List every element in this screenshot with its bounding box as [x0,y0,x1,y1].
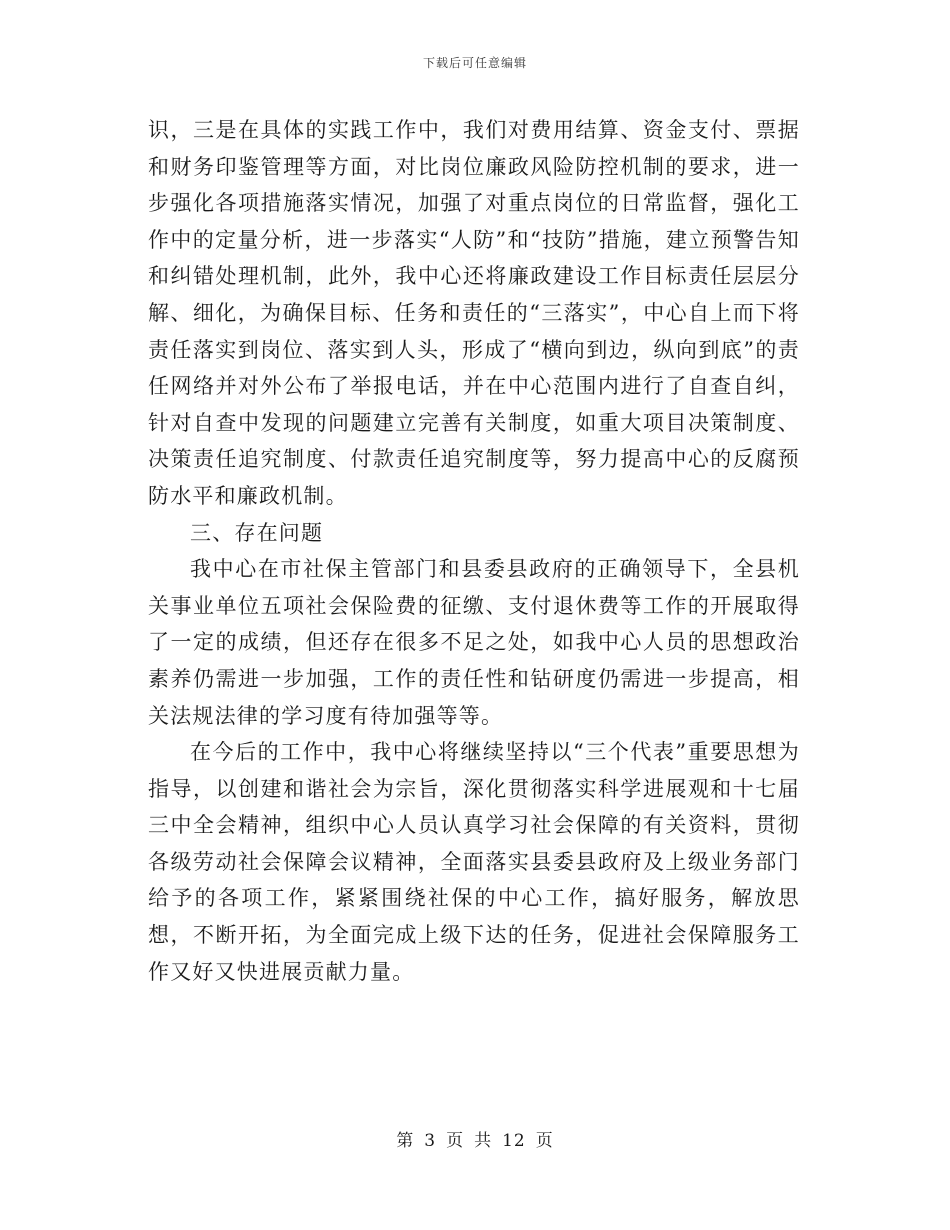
footer-suffix: 页 [535,1131,554,1151]
paragraph-continuation: 识，三是在具体的实践工作中，我们对费用结算、资金支付、票据和财务印鉴管理等方面，对比岗位廉政风险防控机制的要求，进一步强化各项措施落实情况，加强了对重点岗位的日常监督，强化工作中的定量分析，进一步落实“人防”和“技防”措施，建立预警告知和纠错处理机制，此外，我中心还将廉政建设工作目标责任层层分解、细化，为确保目标、任务和责任的“三落实”，中心自上而下将责任落实到岗位、落实到人头，形成了“横向到边，纵向到底”的责任网络并对外公布了举报电话，并在中心范围内进行了自查自纠，针对自查中发现的问题建立完善有关制度，如重大项目决策制度、决策责任追究制度、付款责任追究制度等，努力提高中心的反腐预防水平和廉政机制。 [148,118,800,508]
current-page-number: 3 [424,1131,437,1151]
page-header: 下载后可任意编辑 [422,56,527,70]
document-body [148,112,800,990]
section-heading: 三、存在问题 [190,520,324,545]
footer-prefix: 第 [396,1131,415,1151]
paragraph-future-work: 在今后的工作中，我中心将继续坚持以“三个代表”重要思想为指导，以创建和谐社会为宗旨，深化贯彻落实科学进展观和十七届三中全会精神，组织中心人员认真学习社会保障的有关资料，贯彻各级劳动社会保障会议精神，全面落实县委县政府及上级业务部门给予的各项工作，紧紧围绕社保的中心工作，搞好服务，解放思想，不断开拓，为全面完成上级下达的任务，促进社会保障服务工作又好又快进展贡献力量。 [148,740,800,984]
footer-total-word: 共 [474,1131,493,1151]
footer-page-word: 页 [446,1131,465,1151]
paragraph-problems: 我中心在市社保主管部门和县委县政府的正确领导下，全县机关事业单位五项社会保险费的征缴、支付退休费等工作的开展取得了一定的成绩，但还存在很多不足之处，如我中心人员的思想政治素养仍需进一步加强，工作的责任性和钻研度仍需进一步提高，相关法规法律的学习度有待加强等等。 [148,557,800,728]
page-footer [0,1126,950,1151]
total-pages-number: 12 [502,1131,526,1151]
